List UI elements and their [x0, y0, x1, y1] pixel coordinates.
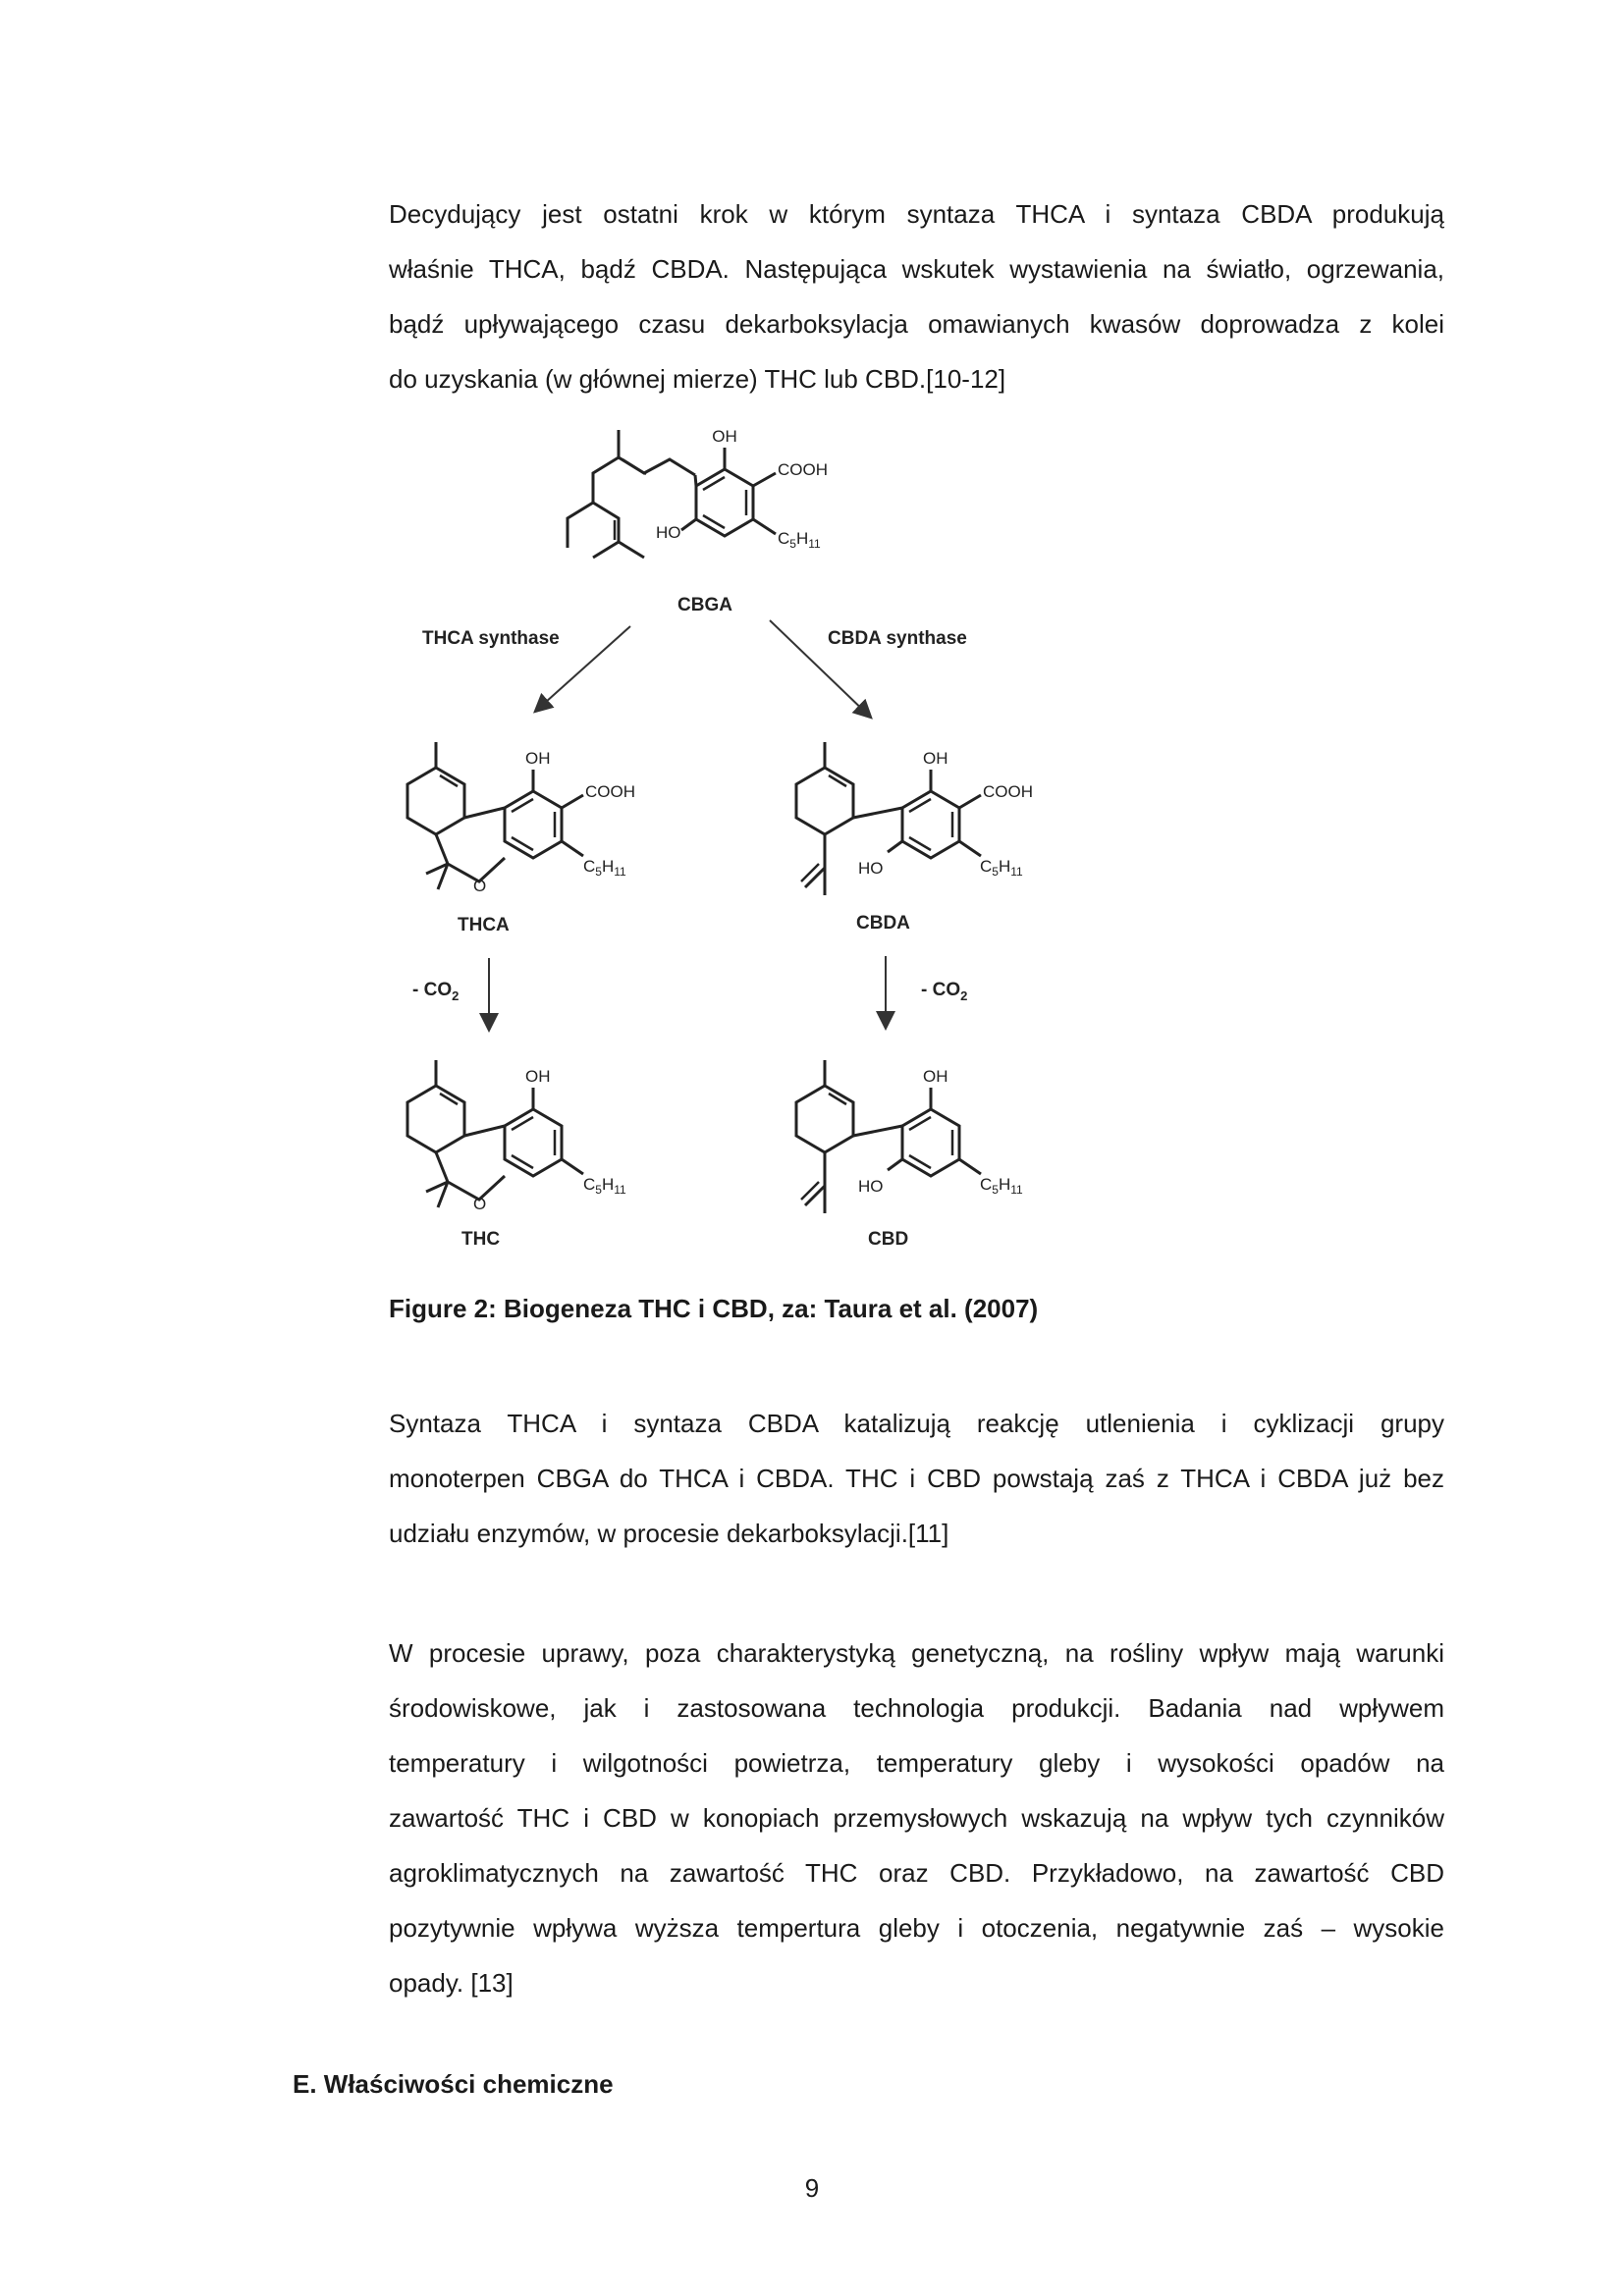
text-line: udziału enzymów, w procesie dekarboksylacji.[11]	[389, 1519, 949, 1548]
biogenesis-figure	[401, 420, 1035, 1251]
thca-structure	[407, 742, 583, 889]
paragraph-synthase-function	[389, 1396, 1444, 1561]
text-line: właśnie THCA, bądź CBDA. Następująca wskutek wystawienia na światło, ogrzewania,	[389, 254, 1444, 284]
label-thca-synthase: THCA synthase	[422, 628, 560, 649]
label-cbga: CBGA	[677, 595, 732, 615]
thc-structure	[407, 1060, 583, 1207]
label-cbd: CBD	[868, 1229, 909, 1250]
label-minus-co2-left: - $CO_2$	[412, 980, 460, 1003]
text-line: temperatury i wilgotności powietrza, temperatury gleby i wysokości opadów na	[389, 1748, 1444, 1778]
label-ho: HO	[858, 1177, 884, 1196]
label-cooh: COOH	[778, 460, 828, 479]
label-cbda: CBDA	[856, 913, 910, 934]
cbda-structure	[796, 742, 981, 895]
label-oh: OH	[525, 1067, 551, 1086]
text-line: do uzyskania (w głównej mierze) THC lub CBD.[10-12]	[389, 364, 1006, 394]
text-line: agroklimatycznych na zawartość THC oraz CBD. Przykładowo, na zawartość CBD	[389, 1858, 1444, 1888]
label-thca: THCA	[458, 915, 510, 935]
text-line: pozytywnie wpływa wyższa tempertura gleby i otoczenia, negatywnie zaś – wysokie	[389, 1913, 1444, 1943]
label-c5h11: $C_5H_{11}$	[980, 1175, 1023, 1197]
label-c5h11: $C_5H_{11}$	[778, 529, 821, 551]
label-o: O	[473, 1195, 487, 1213]
text-line: zawartość THC i CBD w konopiach przemysłowych wskazują na wpływ tych czynników	[389, 1803, 1444, 1833]
page-number: 9	[804, 2173, 820, 2203]
text-line: Syntaza THCA i syntaza CBDA katalizują reakcję utlenienia i cyklizacji grupy	[389, 1409, 1444, 1438]
label-cbda-synthase: CBDA synthase	[828, 628, 967, 649]
label-oh: OH	[923, 1067, 948, 1086]
label-cooh: COOH	[983, 782, 1033, 801]
label-c5h11: $C_5H_{11}$	[583, 1175, 626, 1197]
label-c5h11: $C_5H_{11}$	[583, 857, 626, 879]
text-line: monoterpen CBGA do THCA i CBDA. THC i CBD powstają zaś z THCA i CBDA już bez	[389, 1464, 1444, 1493]
label-ho: HO	[858, 859, 884, 878]
label-thc: THC	[461, 1229, 501, 1250]
text-line: opady. [13]	[389, 1968, 514, 1998]
label-cooh: COOH	[585, 782, 635, 801]
label-c5h11: $C_5H_{11}$	[980, 857, 1023, 879]
label-oh: OH	[525, 749, 551, 768]
text-line: W procesie uprawy, poza charakterystyką genetyczną, na rośliny wpływ mają warunki	[389, 1638, 1444, 1668]
section-heading: E. Właściwości chemiczne	[293, 2069, 614, 2099]
biogenesis-diagram	[401, 420, 1035, 1251]
label-o: O	[473, 877, 487, 895]
label-minus-co2-right: - $CO_2$	[921, 980, 968, 1003]
label-oh: OH	[923, 749, 948, 768]
cbd-structure	[796, 1060, 981, 1213]
paragraph-biosynthesis-intro	[389, 187, 1444, 406]
text-line: bądź upływającego czasu dekarboksylacja omawianych kwasów doprowadza z kolei	[389, 309, 1444, 339]
label-oh: OH	[712, 427, 737, 446]
paragraph-cultivation-factors	[389, 1626, 1444, 2010]
text-line: środowiskowe, jak i zastosowana technologia produkcji. Badania nad wpływem	[389, 1693, 1444, 1723]
cbga-ring	[696, 469, 753, 536]
text-line: Decydujący jest ostatni krok w którym syntaza THCA i syntaza CBDA produkują	[389, 199, 1444, 229]
figure-caption: Figure 2: Biogeneza THC i CBD, za: Taura et al. (2007)	[389, 1294, 1039, 1323]
label-ho: HO	[656, 523, 681, 542]
